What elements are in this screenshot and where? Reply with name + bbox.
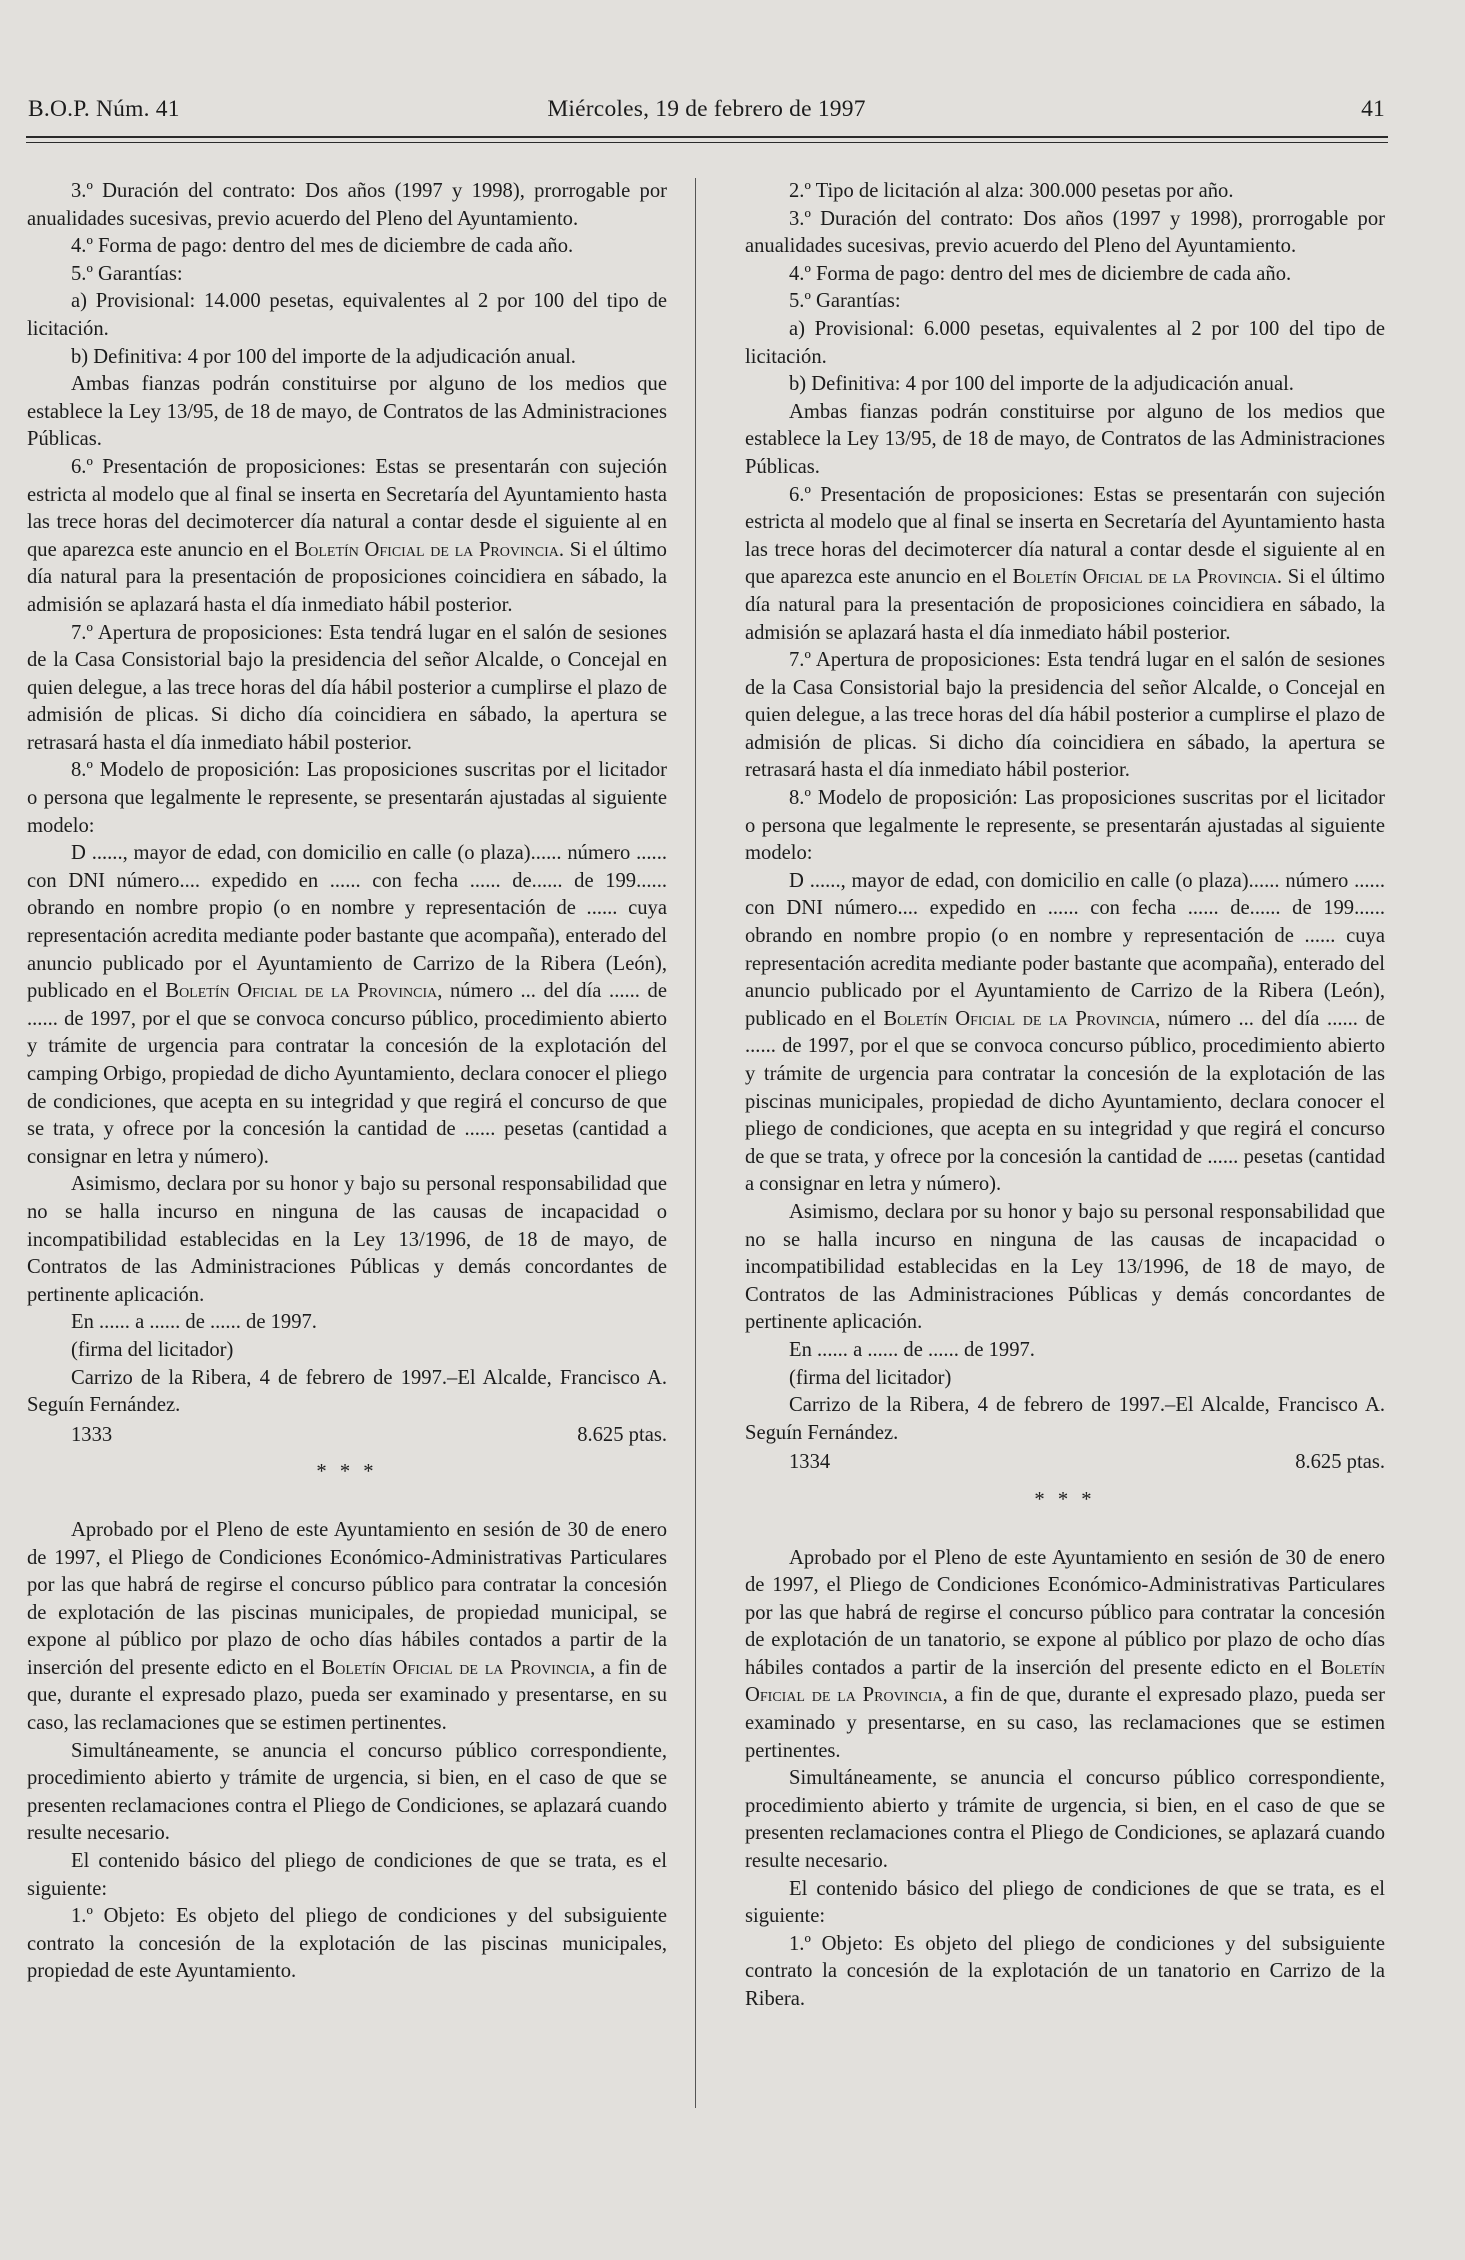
paragraph: 4.º Forma de pago: dentro del mes de diciembre de cada año. [789, 262, 1292, 285]
paragraph: 1.º Objeto: Es objeto del pliego de condiciones y del subsiguiente contrato la concesión de la explotación de un tanatorio en Carrizo de la Ribera. [745, 1932, 1385, 2010]
paragraph: 5.º Garantías: [71, 262, 183, 285]
paragraph: 3.º Duración del contrato: Dos años (1997 y 1998), prorrogable por anualidades sucesivas, previo acuerdo del Pleno del Ayuntamiento. [745, 207, 1385, 258]
paragraph: Simultáneamente, se anuncia el concurso público correspondiente, procedimiento abierto y trámite de urgencia, si bien, en el caso de que se presenten reclamaciones contra el Pliego de Condiciones, se aplazará cuando resulte necesario. [27, 1739, 667, 1845]
paragraph: Carrizo de la Ribera, 4 de febrero de 1997.–El Alcalde, Francisco A. Seguín Fernández. [745, 1394, 1385, 1444]
paragraph: 3.º Duración del contrato: Dos años (1997 y 1998), prorrogable por anualidades sucesivas, previo acuerdo del Pleno del Ayuntamiento. [27, 180, 667, 230]
bulletin-name: Boletín Oficial de la Provincia [745, 1656, 1386, 1707]
paragraph: 8.º Modelo de proposición: Las proposiciones suscritas por el licitador o persona que legalmente le represente, se presentarán ajustadas al siguiente modelo: [27, 759, 667, 837]
paragraph: 4.º Forma de pago: dentro del mes de diciembre de cada año. [71, 235, 574, 258]
header-rule-thin [26, 142, 1388, 143]
text-run: Aprobado por el Pleno de este Ayuntamiento en sesión de 30 de enero de 1997, el Pliego de Condiciones Económico-Administrativas Particulares por las que habrá de regirse el concurso público para contratar la concesión de explotación de un tanatorio, se expone al público por plazo de ocho días hábiles contados a partir de la inserción del presente edicto en el [745, 1546, 1385, 1679]
bulletin-name: Boletín Oficial de la Provincia [321, 1656, 591, 1679]
announcement-price: 8.625 ptas. [577, 1423, 667, 1446]
paragraph: Ambas fianzas podrán constituirse por alguno de los medios que establece la Ley 13/95, de 18 de mayo, de Contratos de las Administraciones Públicas. [27, 373, 667, 451]
bulletin-name: Boletín Oficial de la Provincia [165, 980, 438, 1003]
paragraph: b) Definitiva: 4 por 100 del importe de la adjudicación anual. [789, 373, 1294, 396]
paragraph: 1.º Objeto: Es objeto del pliego de condiciones y del subsiguiente contrato la concesión de la explotación de las piscinas municipales, propiedad de este Ayuntamiento. [27, 1905, 667, 1983]
text-run: Aprobado por el Pleno de este Ayuntamiento en sesión de 30 de enero de 1997, el Pliego de Condiciones Económico-Administrativas Particulares por las que habrá de regirse el concurso público para contratar la concesión de explotación de las piscinas municipales, de propiedad municipal, se expone al público por plazo de ocho días hábiles contados a partir de la inserción del presente edicto en el [27, 1518, 667, 1679]
paragraph: 7.º Apertura de proposiciones: Esta tendrá lugar en el salón de sesiones de la Casa Consistorial bajo la presidencia del señor Alcalde, o Concejal en quien delegue, a las trece horas del día hábil posterior a cumplirse el plazo de admisión de plicas. Si dicho día coincidiera en sábado, la apertura se retrasará hasta el día inmediato hábil posterior. [745, 649, 1385, 782]
paragraph: 7.º Apertura de proposiciones: Esta tendrá lugar en el salón de sesiones de la Casa Consistorial bajo la presidencia del señor Alcalde, o Concejal en quien delegue, a las trece horas del día hábil posterior a cumplirse el plazo de admisión de plicas. Si dicho día coincidiera en sábado, la apertura se retrasará hasta el día inmediato hábil posterior. [27, 621, 667, 754]
page-header [28, 96, 1385, 136]
paragraph: 2.º Tipo de licitación al alza: 300.000 pesetas por año. [789, 180, 1234, 202]
announcement-footer [27, 1422, 667, 1450]
page-number: 41 [1361, 96, 1385, 122]
section-separator: * * * [1034, 1488, 1096, 1511]
paragraph: a) Provisional: 6.000 pesetas, equivalentes al 2 por 100 del tipo de licitación. [745, 317, 1385, 368]
paragraph: Carrizo de la Ribera, 4 de febrero de 1997.–El Alcalde, Francisco A. Seguín Fernández. [27, 1366, 667, 1417]
header-rule-thick [26, 136, 1388, 138]
announcement-footer [745, 1449, 1385, 1477]
paragraph: El contenido básico del pliego de condiciones de que se trata, es el siguiente: [745, 1877, 1385, 1928]
paragraph [27, 454, 667, 620]
text-run: . Si el último día natural para la presentación de proposiciones coincidiera en sábado, la admisión se aplazará hasta el día inmediato hábil posterior. [745, 566, 1385, 644]
text-run: , a fin de que, durante el expresado plazo, pueda ser examinado y presentarse, en su caso, las reclamaciones que se estimen pertinentes. [745, 1684, 1385, 1762]
left-column [27, 178, 667, 1986]
paragraph [27, 1517, 667, 1738]
text-run: 6.º Presentación de proposiciones: Estas se presentarán con sujeción estricta al modelo que al final se inserta en Secretaría del Ayuntamiento hasta las trece horas del decimotercer día natural a contar desde el siguiente al en que aparezca este anuncio en el [745, 483, 1385, 589]
paragraph: (firma del licitador) [71, 1338, 234, 1361]
text-run: , número ... del día ...... de ...... de 1997, por el que se convoca concurso público, procedimiento abierto y trámite de urgencia para contratar la concesión de la explotación de las piscinas municipales, propiedad de dicho Ayuntamiento, declara conocer el pliego de condiciones, que acepta en su integridad y que regirá el concurso de que se trata, y ofrece por la concesión la cantidad de ...... pesetas (cantidad a consignar en letra y número). [745, 1007, 1385, 1196]
paragraph: Asimismo, declara por su honor y bajo su personal responsabilidad que no se halla incurso en ninguna de las causas de incapacidad o incompatibilidad establecidas en la Ley 13/1996, de 18 de mayo, de Contratos de las Administraciones Públicas y demás concordantes de pertinente aplicación. [27, 1173, 667, 1306]
paragraph [745, 868, 1385, 1199]
paragraph: Simultáneamente, se anuncia el concurso público correspondiente, procedimiento abierto y trámite de urgencia, si bien, en el caso de que se presenten reclamaciones contra el Pliego de Condiciones, se aplazará cuando resulte necesario. [745, 1767, 1385, 1873]
bulletin-number: B.O.P. Núm. 41 [28, 96, 180, 122]
section-separator: * * * [316, 1461, 378, 1484]
paragraph: 8.º Modelo de proposición: Las proposiciones suscritas por el licitador o persona que legalmente le represente, se presentarán ajustadas al siguiente modelo: [745, 787, 1385, 865]
announcement-code: 1333 [71, 1423, 113, 1446]
paragraph [745, 482, 1385, 648]
paragraph: a) Provisional: 14.000 pesetas, equivalentes al 2 por 100 del tipo de licitación. [27, 290, 667, 340]
paragraph: (firma del licitador) [789, 1366, 952, 1389]
paragraph [27, 840, 667, 1171]
paragraph: Asimismo, declara por su honor y bajo su personal responsabilidad que no se halla incurso en ninguna de las causas de incapacidad o incompatibilidad establecidas en la Ley 13/1996, de 18 de mayo, de Contratos de las Administraciones Públicas y demás concordantes de pertinente aplicación. [745, 1200, 1385, 1334]
text-run: , a fin de que, durante el expresado plazo, pueda ser examinado y presentarse, en su caso, las reclamaciones que se estimen pertinentes. [27, 1656, 667, 1735]
text-run: , número ... del día ...... de ...... de 1997, por el que se convoca concurso público, procedimiento abierto y trámite de urgencia para contratar la concesión de la explotación del camping Orbigo, propiedad de dicho Ayuntamiento, declara conocer el pliego de condiciones, que acepta en su integridad y que regirá el concurso de que se trata, y ofrece por la concesión la cantidad de ...... pesetas (cantidad a consignar en letra y número). [27, 980, 667, 1168]
issue-date: Miércoles, 19 de febrero de 1997 [547, 96, 866, 122]
paragraph [745, 1545, 1385, 1766]
column-divider [695, 178, 696, 2108]
bulletin-name: Boletín Oficial de la Provincia [1012, 566, 1277, 589]
paragraph: En ...... a ...... de ...... de 1997. [71, 1311, 317, 1334]
paragraph: En ...... a ...... de ...... de 1997. [789, 1338, 1035, 1361]
paragraph: b) Definitiva: 4 por 100 del importe de la adjudicación anual. [71, 345, 576, 368]
bulletin-name: Boletín Oficial de la Provincia [294, 538, 559, 561]
text-run: D ......, mayor de edad, con domicilio en calle (o plaza)...... número ...... con DNI número.... expedido en ...... con fecha ...... de...... de 199...... obrando en nombre propio (o en nombre y representación de ...... cuya representación acredita mediante poder bastante que acompaña), enterado del anuncio publicado por el Ayuntamiento de Carrizo de la Ribera (León), publicado en el [27, 842, 667, 1003]
paragraph: 5.º Garantías: [789, 290, 901, 313]
bulletin-name: Boletín Oficial de la Provincia [883, 1007, 1156, 1030]
text-run: . Si el último día natural para la presentación de proposiciones coincidiera en sábado, la admisión se aplazará hasta el día inmediato hábil posterior. [27, 538, 667, 616]
announcement-code: 1334 [789, 1451, 831, 1474]
announcement-price: 8.625 ptas. [1295, 1451, 1385, 1474]
right-column [745, 178, 1385, 2014]
text-run: 6.º Presentación de proposiciones: Estas se presentarán con sujeción estricta al modelo que al final se inserta en Secretaría del Ayuntamiento hasta las trece horas del decimotercer día natural a contar desde el siguiente al en que aparezca este anuncio en el [27, 455, 667, 561]
paragraph: El contenido básico del pliego de condiciones de que se trata, es el siguiente: [27, 1850, 667, 1900]
paragraph: Ambas fianzas podrán constituirse por alguno de los medios que establece la Ley 13/95, de 18 de mayo, de Contratos de las Administraciones Públicas. [745, 400, 1385, 478]
text-run: D ......, mayor de edad, con domicilio en calle (o plaza)...... número ...... con DNI número.... expedido en ...... con fecha ...... de...... de 199...... obrando en nombre propio (o en nombre y representación de ...... cuya representación acredita mediante poder bastante que acompaña), enterado del anuncio publicado por el Ayuntamiento de Carrizo de la Ribera (León), publicado en el [745, 869, 1385, 1030]
